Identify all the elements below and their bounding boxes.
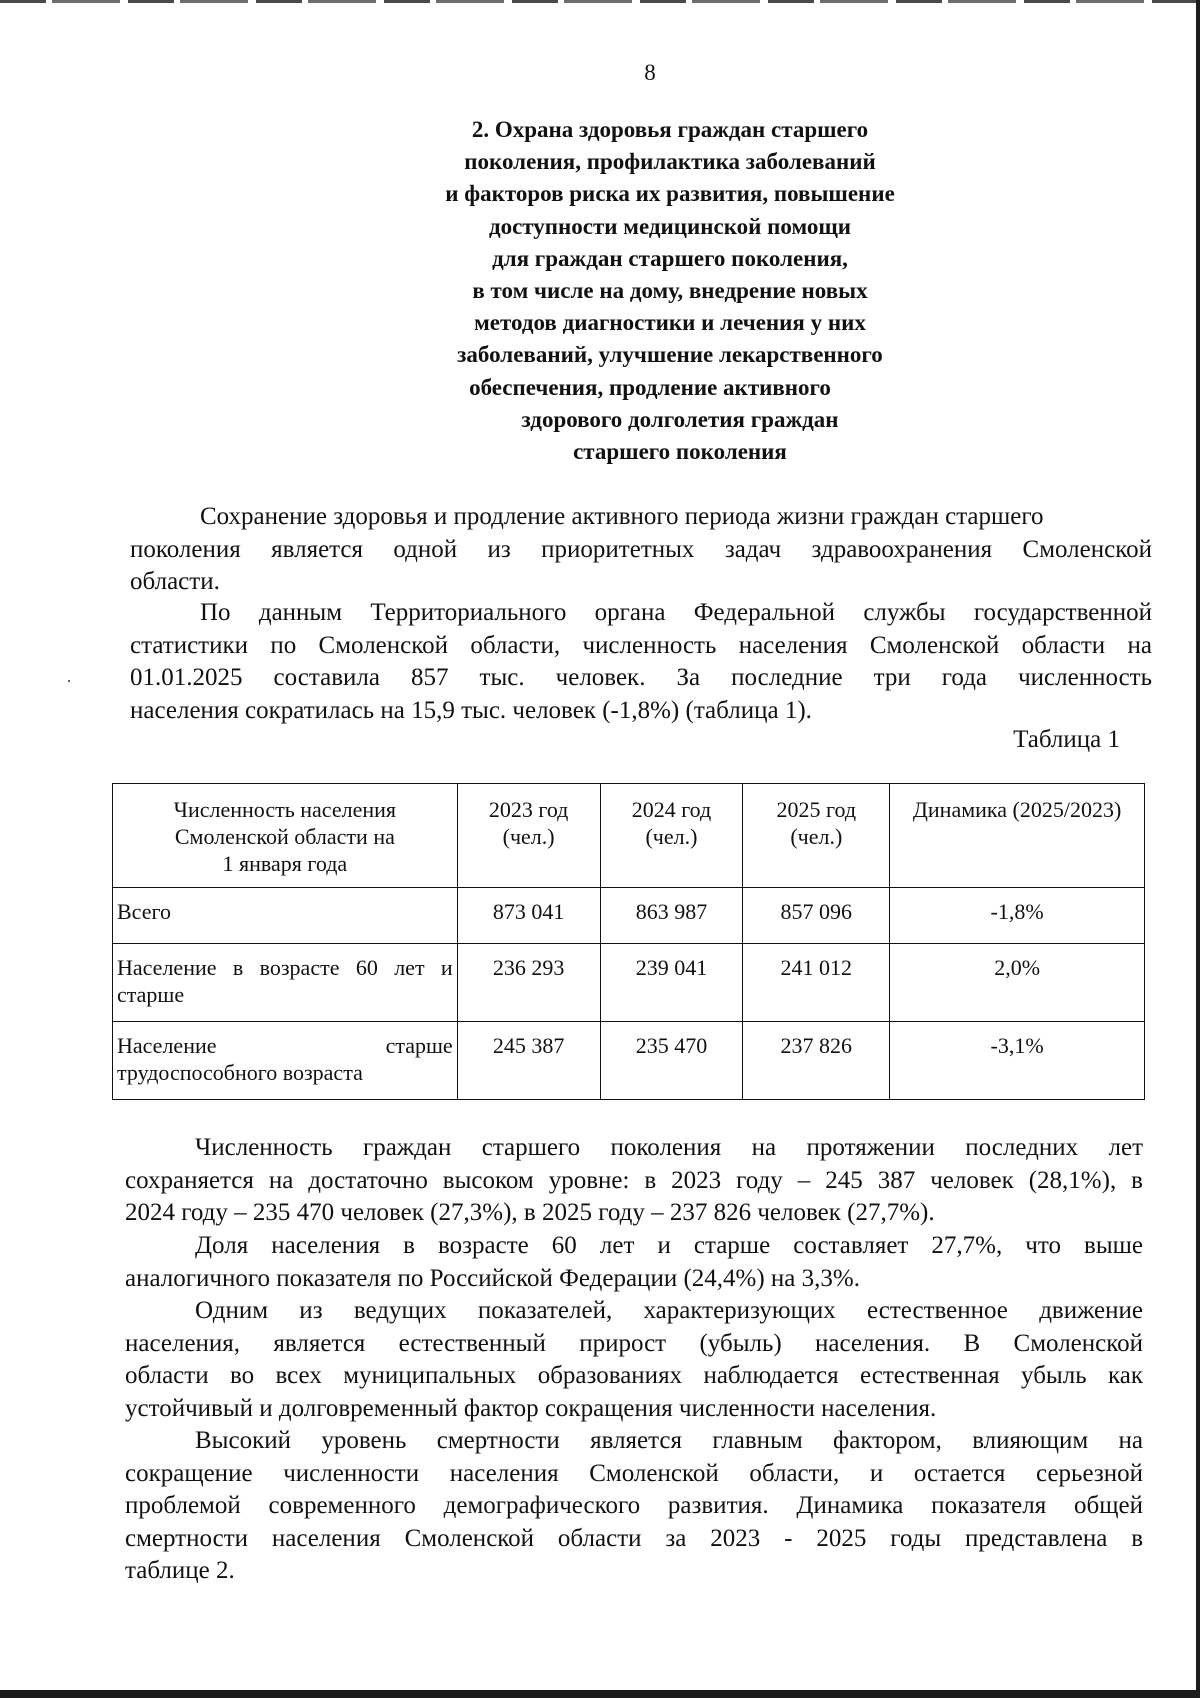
- paragraph-line: области.: [130, 568, 220, 596]
- cell-dynamics: [890, 888, 1145, 944]
- cell-2023: [457, 888, 600, 944]
- title-line: для граждан старшего поколения,: [492, 245, 848, 271]
- title-line: в том числе на дому, внедрение новых: [472, 278, 868, 304]
- page-number: 8: [644, 60, 656, 85]
- population-table: [112, 783, 1145, 1100]
- cell-2025: [743, 1022, 890, 1100]
- paragraph-line: сохраняется на достаточно высоком уровне: в 2023 году – 245 387 человек (28,1%), в: [125, 1166, 1143, 1194]
- column-header-indicator: [113, 784, 458, 888]
- title-line: обеспечения, продление активного: [469, 374, 831, 400]
- paragraph-line: населения, является естественный прирост (убыль) населения. В Смоленской: [125, 1329, 1143, 1357]
- paragraph-line: Одним из ведущих показателей, характеризующих естественное движение: [195, 1297, 1143, 1324]
- paragraph-line: поколения является одной из приоритетных задач здравоохранения Смоленской: [130, 535, 1152, 563]
- column-header-2024: [600, 784, 743, 888]
- cell-2024: [600, 944, 743, 1022]
- paragraph-mortality: [125, 1425, 1143, 1588]
- header-line: 2024 год: [631, 797, 712, 822]
- header-line: 2025 год: [776, 797, 857, 822]
- title-line: заболеваний, улучшение лекарственного: [457, 342, 883, 368]
- paragraph-line: устойчивый и долговременный фактор сокращения численности населения.: [125, 1394, 937, 1422]
- cell-value: 236 293: [492, 955, 565, 980]
- column-header-2025: [743, 784, 890, 888]
- cell-value: 863 987: [635, 899, 708, 924]
- paragraph-line: сокращение численности населения Смоленской области, и остается серьезной: [125, 1459, 1143, 1487]
- header-line: Динамика (2025/2023): [912, 797, 1122, 822]
- cell-dynamics: [890, 944, 1145, 1022]
- scan-edge-right: [1196, 0, 1200, 1698]
- paragraph-line: смертности населения Смоленской области за 2023 - 2025 годы представлена в: [125, 1524, 1143, 1552]
- paragraph-statistics: [130, 597, 1152, 727]
- table-header-row: [113, 784, 1145, 888]
- cell-value: 235 470: [635, 1033, 708, 1058]
- cell-value: 873 041: [492, 899, 565, 924]
- cell-2025: [743, 944, 890, 1022]
- scan-edge-top: [0, 0, 1200, 3]
- header-line: 2023 год: [488, 797, 569, 822]
- paragraph-natural-movement: [125, 1295, 1143, 1425]
- scan-edge-bottom: [0, 1690, 1200, 1698]
- title-line: здорового долголетия граждан: [521, 406, 839, 432]
- header-line: (чел.): [645, 824, 698, 849]
- row-label-line: Всего: [117, 899, 171, 924]
- paragraph-line: населения сократилась на 15,9 тыс. человек (-1,8%) (таблица 1).: [130, 696, 812, 724]
- row-label-line: Население в возрасте 60 лет и: [117, 955, 453, 980]
- table-row: [113, 1022, 1145, 1100]
- paragraph-line: Сохранение здоровья и продление активного периода жизни граждан старшего: [200, 503, 1044, 530]
- paragraph-intro: [130, 501, 1152, 599]
- cell-2024: [600, 888, 743, 944]
- paragraph-line: Численность граждан старшего поколения на протяжении последних лет: [195, 1134, 1143, 1161]
- cell-2023: [457, 944, 600, 1022]
- row-label-line: старше: [117, 982, 185, 1007]
- table-row: [113, 944, 1145, 1022]
- paragraph-line: 2024 году – 235 470 человек (27,3%), в 2025 году – 237 826 человек (27,7%).: [125, 1199, 935, 1227]
- paragraph-line: Доля населения в возрасте 60 лет и старше составляет 27,7%, что выше: [195, 1232, 1143, 1259]
- header-line: (чел.): [790, 824, 843, 849]
- row-label-line: Население старше: [117, 1033, 453, 1058]
- paragraph-share-60plus: [125, 1230, 1143, 1295]
- table-row: [113, 888, 1145, 944]
- header-line: Смоленской области на: [174, 824, 395, 849]
- title-line: 2. Охрана здоровья граждан старшего: [471, 117, 869, 142]
- cell-value: -1,8%: [990, 899, 1044, 924]
- paragraph-line: По данным Территориального органа Федеральной службы государственной: [200, 599, 1152, 626]
- header-line: (чел.): [502, 824, 555, 849]
- cell-value: 239 041: [635, 955, 708, 980]
- row-label-line: трудоспособного возраста: [117, 1060, 363, 1085]
- cell-2024: [600, 1022, 743, 1100]
- cell-value: 2,0%: [994, 955, 1041, 980]
- cell-value: 241 012: [780, 955, 853, 980]
- cell-value: -3,1%: [990, 1033, 1044, 1058]
- paragraph-line: области во всех муниципальных образованиях наблюдается естественная убыль как: [125, 1362, 1143, 1390]
- table-caption: Таблица 1: [1013, 726, 1120, 753]
- cell-value: 857 096: [780, 899, 853, 924]
- paragraph-line: аналогичного показателя по Российской Федерации (24,4%) на 3,3%.: [125, 1264, 860, 1292]
- title-line: и факторов риска их развития, повышение: [445, 181, 895, 207]
- section-title: [380, 114, 960, 468]
- header-line: 1 января года: [222, 851, 348, 876]
- cell-value: 237 826: [780, 1033, 853, 1058]
- row-label: [113, 888, 458, 944]
- paragraph-line: 01.01.2025 составила 857 тыс. человек. За последние три года численность: [130, 664, 1152, 692]
- column-header-dynamics: [890, 784, 1145, 888]
- title-line: старшего поколения: [573, 439, 787, 465]
- row-label: [113, 1022, 458, 1100]
- paragraph-line: проблемой современного демографического развития. Динамика показателя общей: [125, 1492, 1143, 1520]
- paragraph-older-generation: [125, 1132, 1143, 1230]
- column-header-2023: [457, 784, 600, 888]
- paragraph-line: статистики по Смоленской области, численность населения Смоленской области на: [130, 631, 1152, 659]
- title-line: методов диагностики и лечения у них: [474, 310, 866, 336]
- cell-2023: [457, 1022, 600, 1100]
- title-line: поколения, профилактика заболеваний: [464, 149, 876, 175]
- paragraph-line: Высокий уровень смертности является главным фактором, влияющим на: [195, 1427, 1143, 1454]
- cell-value: 245 387: [492, 1033, 565, 1058]
- header-line: Численность населения: [173, 797, 397, 822]
- scan-speck: [68, 680, 70, 682]
- row-label: [113, 944, 458, 1022]
- title-line: доступности медицинской помощи: [488, 213, 852, 239]
- cell-2025: [743, 888, 890, 944]
- cell-dynamics: [890, 1022, 1145, 1100]
- paragraph-line: таблице 2.: [125, 1557, 235, 1585]
